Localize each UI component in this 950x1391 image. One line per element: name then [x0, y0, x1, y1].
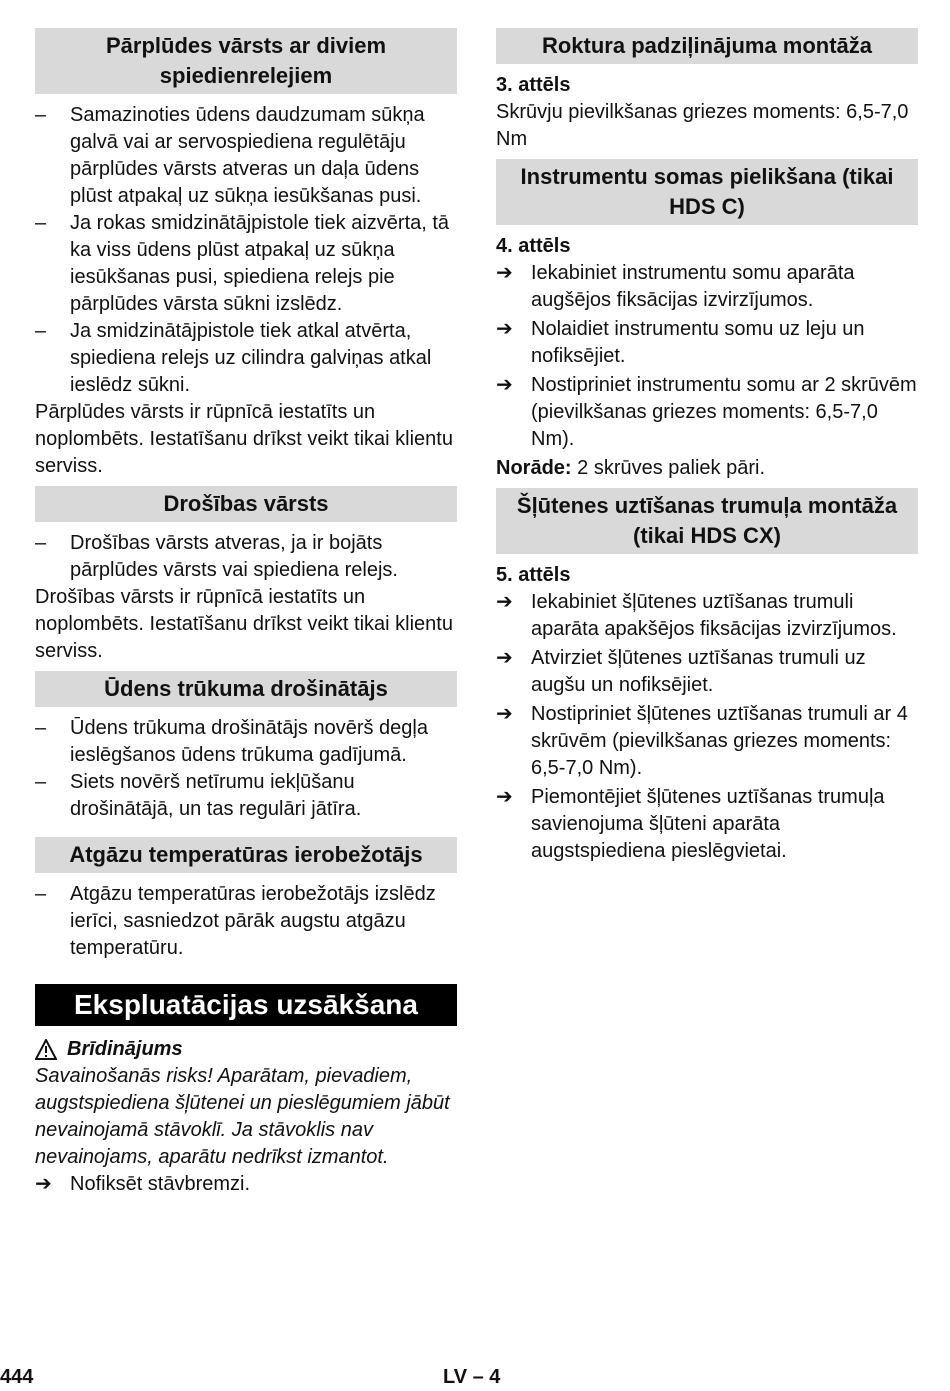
step-item: [496, 260, 918, 314]
list-item: [35, 318, 457, 399]
dash-marker: –: [35, 771, 47, 793]
step-item: [496, 701, 918, 782]
page-number: 444: [0, 1366, 34, 1388]
arrow-right-icon: ➔: [496, 262, 513, 284]
dash-marker: –: [35, 532, 47, 554]
note-text: 2 skrūves paliek pāri.: [571, 457, 765, 479]
step-item: [496, 316, 918, 370]
warning-text: Savainošanās risks! Aparātam, pievadiem, augstspiediena šļūtenei un pieslēgumiem jābūt nevainojamā stāvoklī. Ja stāvoklis nav nevainojams, aparātu nedrīkst izmantot.: [35, 1065, 450, 1168]
section-heading-tool-bag: Instrumentu somas pielikšana (tikai HDS C): [496, 159, 918, 225]
figure-reference: 3. attēls: [496, 74, 571, 96]
step-item: [496, 645, 918, 699]
list-item-text: Ja rokas smidzinātājpistole tiek aizvērta, tā ka viss ūdens plūst atpakaļ uz sūkņa iesūkšanas pusi, spiediena relejs pie pārplūdes vārsta sūkni izslēdz.: [70, 212, 450, 315]
step-text: Nolaidiet instrumentu somu uz leju un nofiksējiet.: [531, 318, 865, 367]
arrow-right-icon: ➔: [35, 1173, 52, 1195]
list-item-text: Siets novērš netīrumu iekļūšanu drošinātājā, un tas regulāri jātīra.: [70, 771, 362, 820]
list-item-text: Ūdens trūkuma drošinātājs novērš degļa ieslēgšanos ūdens trūkuma gadījumā.: [70, 717, 428, 766]
list-item-text: Ja smidzinātājpistole tiek atkal atvērta, spiediena relejs uz cilindra galviņas atkal ieslēdz sūkni.: [70, 320, 432, 396]
step-text: Nofiksēt stāvbremzi.: [70, 1173, 251, 1195]
left-column: [35, 28, 457, 1200]
list-item: [35, 530, 457, 584]
step-item: [496, 784, 918, 865]
arrow-right-icon: ➔: [496, 318, 513, 340]
warning-triangle-icon: [35, 1039, 57, 1061]
list-item-text: Drošības vārsts atveras, ja ir bojāts pārplūdes vārsts vai spiediena relejs.: [70, 532, 398, 581]
step-text: Piemontējiet šļūtenes uztīšanas trumuļa savienojuma šļūteni aparāta augstspiediena pieslēgvietai.: [531, 786, 885, 862]
section-heading-hose-reel: Šļūtenes uztīšanas trumuļa montāža (tikai HDS CX): [496, 488, 918, 554]
dash-marker: –: [35, 883, 47, 905]
paragraph-note: Drošības vārsts ir rūpnīcā iestatīts un noplombēts. Iestatīšanu drīkst veikt tikai klientu serviss.: [35, 586, 453, 662]
note-label: Norāde:: [496, 457, 572, 479]
section-heading-water-shortage: Ūdens trūkuma drošinātājs: [35, 671, 457, 707]
list-item: [35, 715, 457, 769]
step-text: Iekabiniet šļūtenes uztīšanas trumuli aparāta apakšējos fiksācijas izvirzījumos.: [531, 591, 897, 640]
warning-heading: [35, 1036, 457, 1063]
list-item: [35, 210, 457, 318]
list-item: [35, 769, 457, 823]
list-item: [35, 881, 457, 962]
step-text: Nostipriniet instrumentu somu ar 2 skrūvēm (pievilkšanas griezes moments: 6,5-7,0 Nm).: [531, 374, 917, 450]
step-item: [496, 372, 918, 453]
paragraph-torque: Skrūvju pievilkšanas griezes moments: 6,5-7,0 Nm: [496, 101, 909, 150]
step-item: [496, 589, 918, 643]
dash-marker: –: [35, 104, 47, 126]
paragraph-note: Pārplūdes vārsts ir rūpnīcā iestatīts un noplombēts. Iestatīšanu drīkst veikt tikai klientu serviss.: [35, 401, 453, 477]
section-heading-handle-recess: Roktura padziļinājuma montāža: [496, 28, 918, 64]
arrow-right-icon: ➔: [496, 591, 513, 613]
figure-reference: 5. attēls: [496, 564, 571, 586]
arrow-right-icon: ➔: [496, 786, 513, 808]
dash-marker: –: [35, 212, 47, 234]
section-heading-safety-valve: Drošības vārsts: [35, 486, 457, 522]
step-text: Atvirziet šļūtenes uztīšanas trumuli uz augšu un nofiksējiet.: [531, 647, 866, 696]
dash-marker: –: [35, 717, 47, 739]
dash-marker: –: [35, 320, 47, 342]
language-page-label: LV – 4: [443, 1366, 501, 1388]
chapter-heading-startup: Ekspluatācijas uzsākšana: [35, 984, 457, 1026]
step-item: [35, 1171, 457, 1198]
section-heading-overflow-valve: Pārplūdes vārsts ar diviem spiedienrelejiem: [35, 28, 457, 94]
section-heading-exhaust-temperature: Atgāzu temperatūras ierobežotājs: [35, 837, 457, 873]
arrow-right-icon: ➔: [496, 647, 513, 669]
figure-reference: 4. attēls: [496, 235, 571, 257]
list-item-text: Samazinoties ūdens daudzumam sūkņa galvā vai ar servospiediena regulētāju pārplūdes vārsts atveras un daļa ūdens plūst atpakaļ uz sūkņa iesūkšanas pusi.: [70, 104, 425, 207]
warning-title: Brīdinājums: [67, 1038, 183, 1060]
arrow-right-icon: ➔: [496, 703, 513, 725]
list-item: [35, 102, 457, 210]
right-column: [496, 28, 918, 867]
arrow-right-icon: ➔: [496, 374, 513, 396]
list-item-text: Atgāzu temperatūras ierobežotājs izslēdz ierīci, sasniedzot pārāk augstu atgāzu temperatūru.: [70, 883, 436, 959]
step-text: Nostipriniet šļūtenes uztīšanas trumuli ar 4 skrūvēm (pievilkšanas griezes moments: 6,5-7,0 Nm).: [531, 703, 908, 779]
note-paragraph: [496, 455, 918, 482]
step-text: Iekabiniet instrumentu somu aparāta augšējos fiksācijas izvirzījumos.: [531, 262, 855, 311]
